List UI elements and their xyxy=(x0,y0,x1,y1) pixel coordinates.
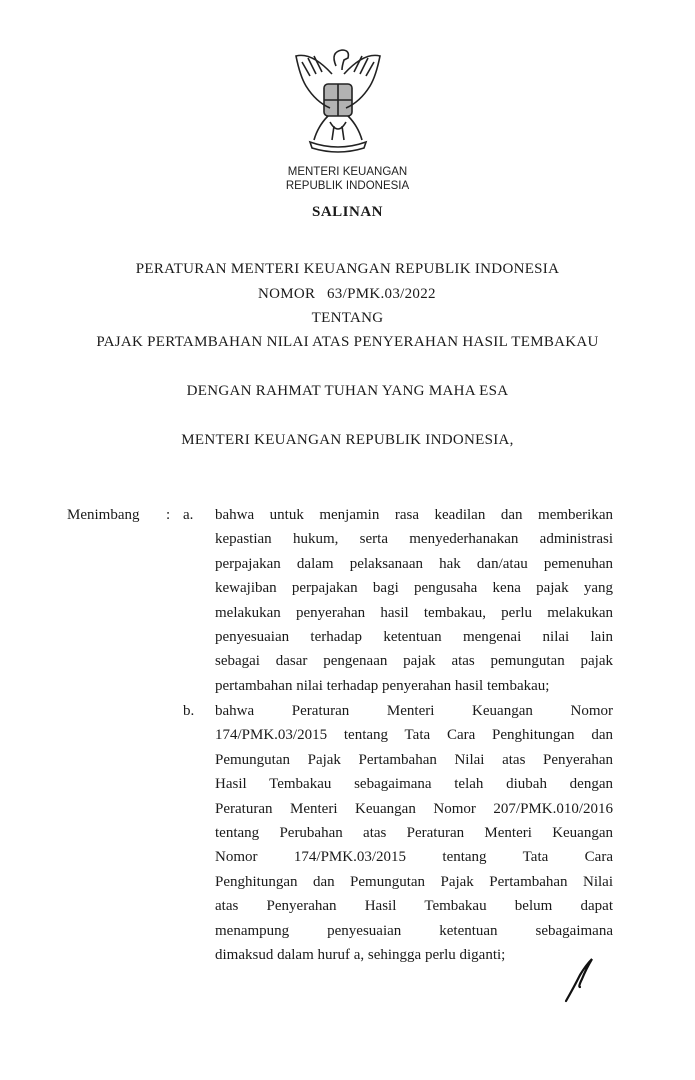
regulation-about: TENTANG xyxy=(311,310,384,326)
regulation-subject: PAJAK PERTAMBAHAN NILAI ATAS PENYERAHAN HASIL TEMBAKAU xyxy=(96,334,599,350)
authority: MENTERI KEUANGAN REPUBLIK INDONESIA, xyxy=(181,432,514,448)
text-line: melakukan penyerahan hasil tembakau, perlu melakukan xyxy=(215,604,613,621)
text-line: perpajakan dalam pelaksanaan hak dan/atau pemenuhan xyxy=(215,555,613,572)
text-line: bahwa Peraturan Menteri Keuangan Nomor xyxy=(215,703,613,719)
considering-colon: : xyxy=(166,507,171,523)
text-line: Pemungutan Pajak Pertambahan Nilai atas Penyerahan xyxy=(215,751,613,768)
institution-line-2: REPUBLIK INDONESIA xyxy=(285,180,410,192)
item-a-marker: a. xyxy=(183,507,194,523)
text-line: kewajiban perpajakan bagi pengusaha kena pajak yang xyxy=(215,580,613,597)
institution-name xyxy=(0,165,695,193)
text-line: sebagai dasar pengenaan pajak atas pemungutan pajak xyxy=(215,653,613,670)
text-line: menampung penyesuaian ketentuan sebagaimana xyxy=(215,922,613,939)
text-line: Nomor 174/PMK.03/2015 tentang Tata Cara xyxy=(215,849,613,866)
regulation-number-label: NOMOR xyxy=(258,286,316,302)
text-line: Hasil Tembakau sebagaimana telah diubah dengan xyxy=(215,776,613,793)
text-line: penyesuaian terhadap ketentuan mengenai nilai lain xyxy=(215,629,613,645)
text-line: atas Penyerahan Hasil Tembakau belum dapat xyxy=(215,898,613,915)
invocation: DENGAN RAHMAT TUHAN YANG MAHA ESA xyxy=(186,383,509,399)
considering-label: Menimbang xyxy=(67,507,140,523)
text-line: bahwa untuk menjamin rasa keadilan dan memberikan xyxy=(215,507,613,523)
text-line: dimaksud dalam huruf a, sehingga perlu diganti; xyxy=(215,947,506,963)
item-b-marker: b. xyxy=(183,703,195,719)
text-line: Penghitungan dan Pemungutan Pajak Pertambahan Nilai xyxy=(215,873,613,890)
initial-signature xyxy=(562,955,596,1005)
text-line: kepastian hukum, serta menyederhanakan administrasi xyxy=(215,531,613,548)
regulation-number: 63/PMK.03/2022 xyxy=(327,286,436,302)
text-line: tentang Perubahan atas Peraturan Menteri Keuangan xyxy=(215,825,613,841)
copy-mark: SALINAN xyxy=(311,204,383,220)
institution-line-1: MENTERI KEUANGAN xyxy=(287,166,408,178)
regulation-title: PERATURAN MENTERI KEUANGAN REPUBLIK INDONESIA xyxy=(135,261,560,277)
garuda-emblem-icon xyxy=(288,44,388,156)
text-line: Peraturan Menteri Keuangan Nomor 207/PMK.010/2016 xyxy=(215,800,613,817)
text-line: pertambahan nilai terhadap penyerahan hasil tembakau; xyxy=(215,677,550,694)
text-line: 174/PMK.03/2015 tentang Tata Cara Penghitungan dan xyxy=(215,727,613,744)
